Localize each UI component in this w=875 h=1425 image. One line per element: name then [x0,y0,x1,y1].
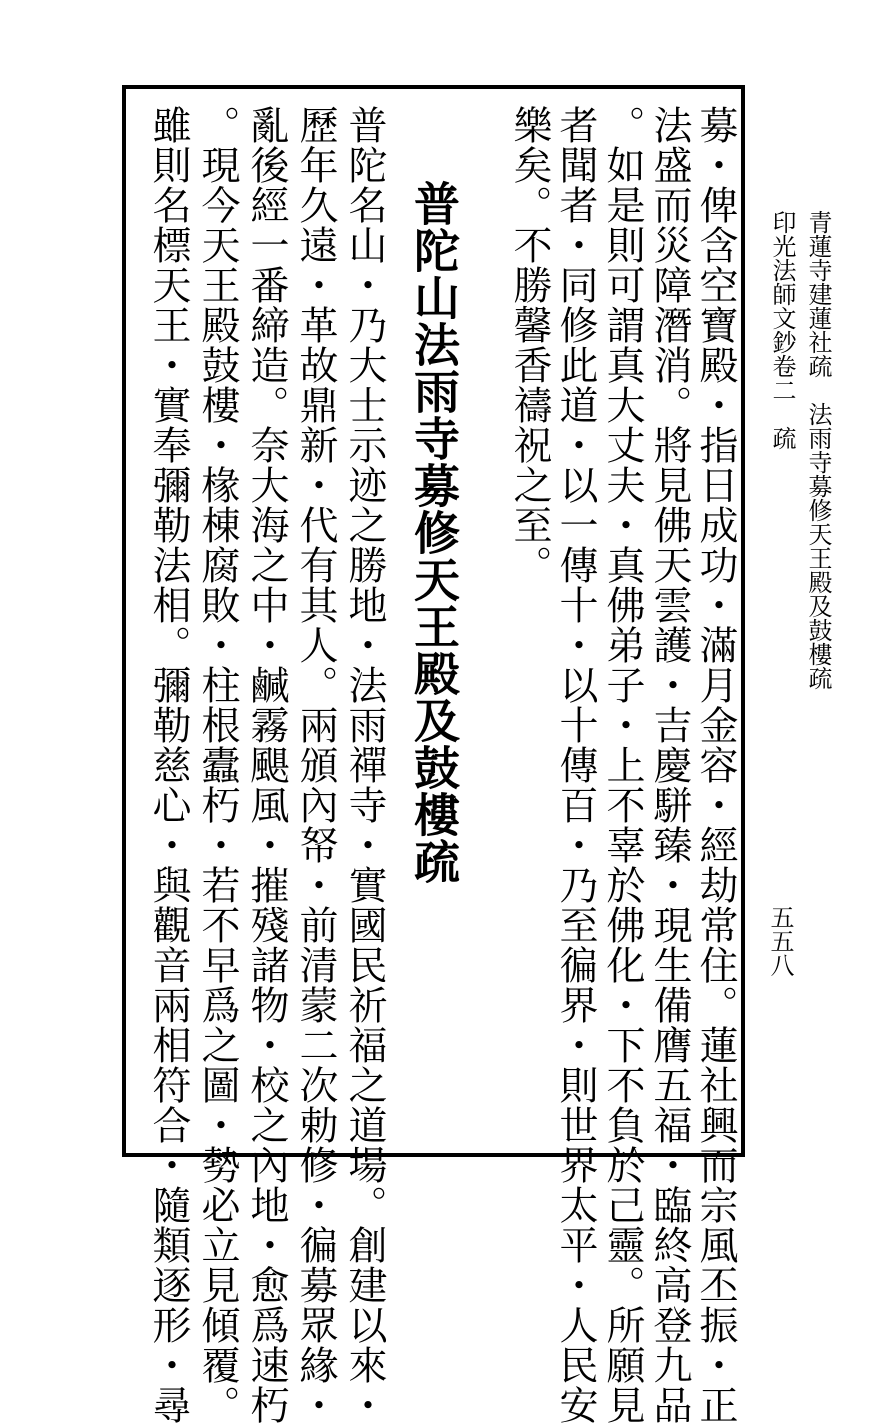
text-column: 普陀名山・乃大士示迹之勝地・法雨禪寺・實國民祈福之道場。創建以來・ [342,105,387,1425]
text-column: 雖則名標天王・實奉彌勒法相。彌勒慈心・與觀音兩相符合・隨類逐形・尋 [146,105,191,1425]
running-header-book [770,210,794,450]
text-column: 者聞者・同修此道・以一傳十・以十傳百・乃至徧界・則世界太平・人民安 [553,105,598,1425]
text-column: 法盛而災障潛消。將見佛天雲護・吉慶駢臻・現生備膺五福・臨終高登九品 [647,105,692,1425]
text-column: 歷年久遠・革故鼎新・代有其人。兩頒內帑・前清蒙二次勅修・徧募眾緣・ [293,105,338,1425]
text-column: 亂後經一番締造。奈大海之中・鹹霧颶風・摧殘諸物・校之內地・愈爲速朽 [244,105,289,1425]
text-column: 。現今天王殿鼓樓・椽棟腐敗・柱根蠹朽・若不早爲之圖・勢必立見傾覆。 [195,105,240,1425]
book-title: 印光法師文鈔卷二 [768,210,796,402]
text-column: 。如是則可謂真大丈夫・真佛弟子・上不辜於佛化・下不負於己靈。所願見 [600,105,645,1425]
text-column: 募・俾含空寶殿・指日成功・滿月金容・經劫常住。蓮社興而宗風丕振・正 [693,105,738,1425]
page-number: 五五八 [766,905,794,977]
text-column: 樂矣。不勝馨香禱祝之至。 [507,105,552,585]
running-title: 青蓮寺建蓮社疏 法雨寺募修天王殿及鼓樓疏 [804,210,832,690]
section-label: 疏 [768,426,796,450]
article-title: 普陀山法雨寺募修天王殿及鼓樓疏 [407,180,461,885]
